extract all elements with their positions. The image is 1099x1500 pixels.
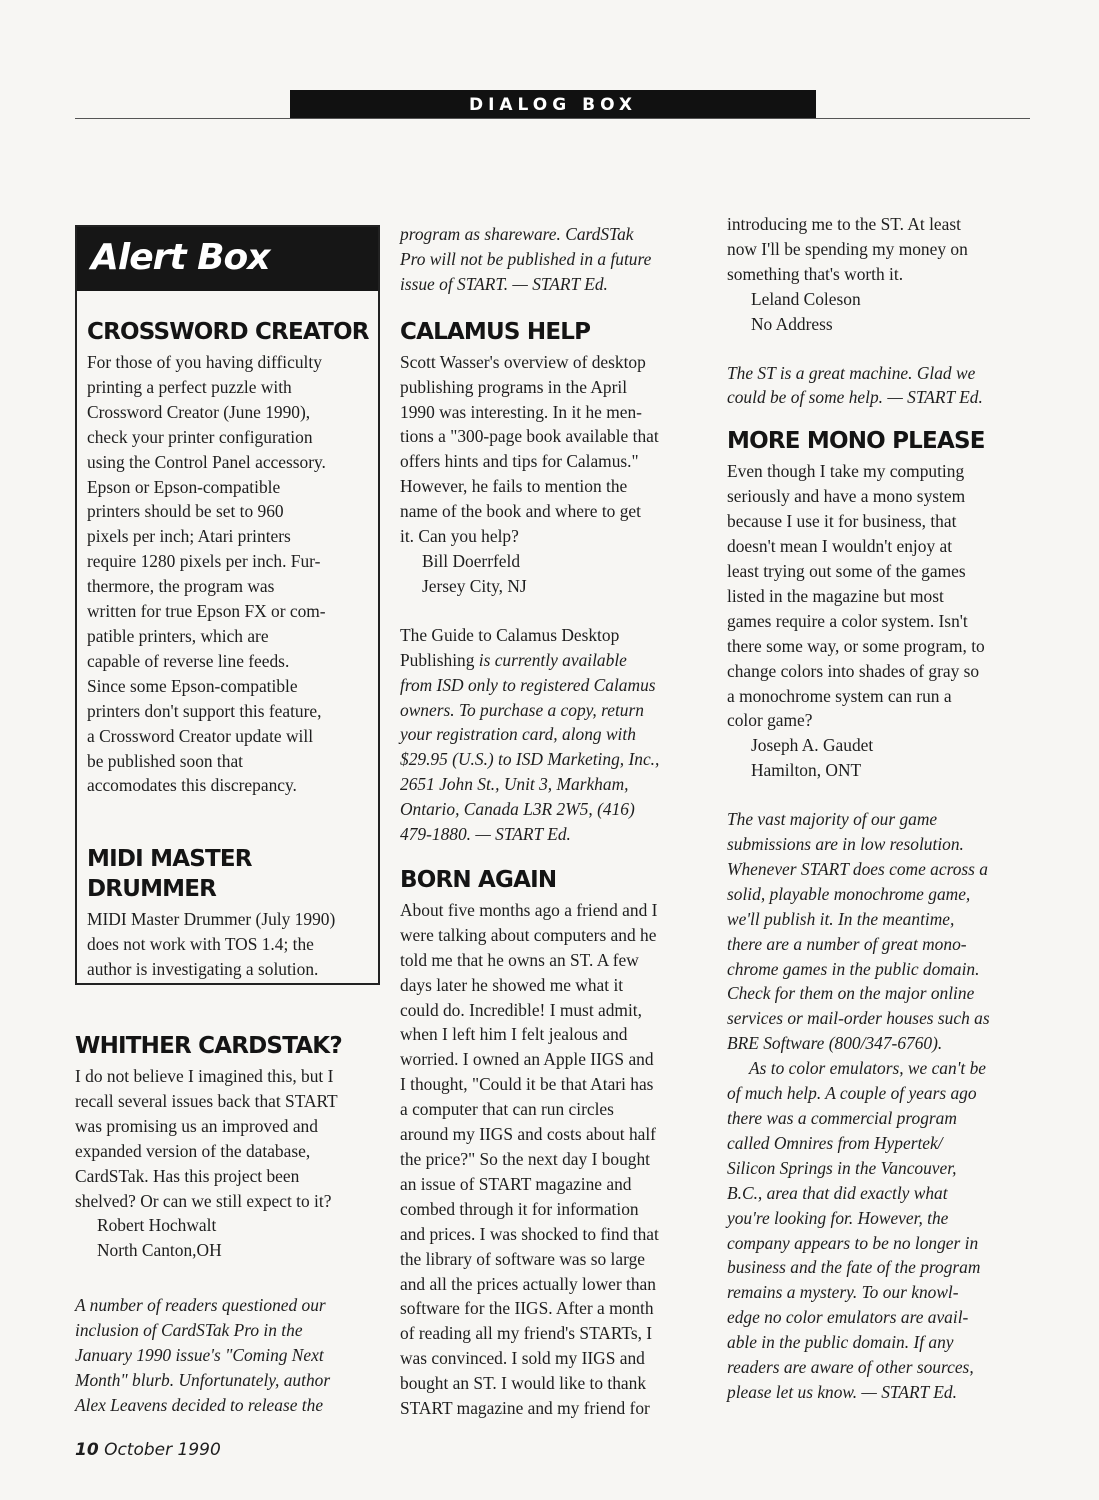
text-line: Whenever START does come across a [727,858,988,879]
text-line: around my IIGS and costs about half [400,1124,656,1145]
text-line: the library of software was so large [400,1248,645,1269]
text-line: The ST is a great machine. Glad we [727,362,976,383]
text-line: when I left him I felt jealous and [400,1024,628,1045]
text-line: software for the IIGS. After a month [400,1298,654,1319]
text-line: START magazine and my friend for [400,1398,650,1419]
alert-box-title: Alert Box [77,227,378,291]
text-line: a Crossword Creator update will [87,725,314,746]
text-line: there some way, or some program, to [727,635,985,656]
text-line: MIDI Master Drummer (July 1990) [87,909,336,930]
alert-box [75,225,380,985]
text-line: does not work with TOS 1.4; the [87,934,314,955]
signature-location: North Canton,OH [97,1240,222,1261]
text-line: name of the book and where to get [400,501,641,522]
alert-box-content [77,291,377,982]
text-line: Crossword Creator (June 1990), [87,401,311,422]
text-line: from ISD only to registered Calamus [400,674,656,695]
text-line: Month" blurb. Unfortunately, author [75,1369,331,1390]
text-line: tions a "300-page book available that [400,426,659,447]
text-line: a computer that can run circles [400,1099,614,1120]
calamus-letter [400,350,710,599]
text-line: The Guide to Calamus Desktop [400,624,620,645]
text-line: games require a color system. Isn't [727,610,968,631]
text-line: BRE Software (800/347-6760). [727,1033,943,1054]
text-line: I do not believe I imagined this, but I [75,1066,334,1086]
text-line: listed in the magazine but most [727,585,944,606]
text-line: were talking about computers and he [400,924,657,945]
text-line: check your printer configuration [87,426,313,447]
text-line: because I use it for business, that [727,511,957,532]
text-line: printers don't support this feature, [87,700,322,721]
text-line: of reading all my friend's STARTs, I [400,1323,653,1344]
text-line: solid, playable monochrome game, [727,883,971,904]
text-line: $29.95 (U.S.) to ISD Marketing, Inc., [400,749,660,770]
text-line: called Omnires from Hypertek/ [727,1132,943,1153]
born-again-letter [400,898,710,1421]
text-line: program as shareware. CardSTak [400,224,634,244]
text-line: bought an ST. I would like to thank [400,1373,647,1394]
text-line: could be of some help. — START Ed. [727,387,983,408]
text-line: Silicon Springs in the Vancouver, [727,1157,957,1178]
text-line: please let us know. — START Ed. [727,1381,957,1402]
text-line: Alex Leavens decided to release the [75,1394,324,1415]
text-line: offers hints and tips for Calamus." [400,451,639,472]
text-line: printers should be set to 960 [87,501,284,522]
text-line: However, he fails to mention the [400,476,628,497]
calamus-editor-reply [400,623,710,847]
text-line: an issue of START magazine and [400,1173,632,1194]
text-line: For those of you having difficulty [87,352,322,372]
crossword-heading: CROSSWORD CREATOR [87,319,369,345]
text-line: company appears to be no longer in [727,1232,979,1253]
text-line: remains a mystery. To our knowl- [727,1282,959,1303]
text-line: was promising us an improved and [75,1115,318,1136]
text-line: As to color emulators, we can't be [749,1058,987,1079]
text-line: Since some Epson-compatible [87,675,298,696]
text-line: Scott Wasser's overview of desktop [400,351,646,372]
cardstak-heading: WHITHER CARDSTAK? [75,1033,342,1059]
header-rule [75,118,1030,119]
cardstak-letter [75,1064,380,1263]
text-line: now I'll be spending my money on [727,238,968,259]
text-line: readers are aware of other sources, [727,1357,974,1378]
text-line: Even though I take my computing [727,461,965,482]
text-line: owners. To purchase a copy, return [400,699,644,720]
born-again-editor-reply [727,361,1039,411]
cardstak-reply-continued [400,222,710,297]
born-again-heading: BORN AGAIN [400,866,557,893]
text-line: services or mail-order houses such as [727,1008,990,1029]
text-line: January 1990 issue's "Coming Next [75,1345,324,1366]
text-line: patible printers, which are [87,625,269,646]
reply-roman-fragment: Publishing [400,649,479,670]
text-line: recall several issues back that START [75,1090,338,1111]
signature-name: Joseph A. Gaudet [751,735,874,756]
text-line: Check for them on the major online [727,983,975,1004]
page-number: 10 [75,1440,99,1460]
text-line: A number of readers questioned our [75,1295,326,1316]
text-line: printing a perfect puzzle with [87,376,292,397]
text-line: capable of reverse line feeds. [87,650,290,671]
text-line: it. Can you help? [400,526,519,547]
text-line: shelved? Or can we still expect to it? [75,1190,332,1211]
text-line: CardSTak. Has this project been [75,1165,300,1186]
text-line: I thought, "Could it be that Atari has [400,1074,654,1095]
text-line: inclusion of CardSTak Pro in the [75,1320,303,1341]
text-line [400,648,710,673]
text-line: you're looking for. However, the [727,1207,949,1228]
text-line: using the Control Panel accessory. [87,451,326,472]
text-line: edge no color emulators are avail- [727,1307,969,1328]
text-line: chrome games in the public domain. [727,958,980,979]
text-line: something that's worth it. [727,263,904,284]
text-line: was convinced. I sold my IIGS and [400,1348,645,1369]
text-line: we'll publish it. In the meantime, [727,908,955,929]
text-line: Pro will not be published in a future [400,248,652,269]
mono-letter [727,459,1039,783]
text-line: color game? [727,710,813,731]
text-line: B.C., area that did exactly what [727,1182,948,1203]
text-line: pixels per inch; Atari printers [87,526,291,547]
column-2 [400,222,710,1421]
text-line: require 1280 pixels per inch. Fur- [87,551,321,572]
reply-italic-fragment: is currently available [478,649,627,670]
signature-location: Hamilton, ONT [751,760,862,781]
text-line: able in the public domain. If any [727,1332,954,1353]
text-line: and all the prices actually lower than [400,1273,656,1294]
text-line: publishing programs in the April [400,376,628,397]
mono-heading: MORE MONO PLEASE [727,428,985,455]
column-3 [727,212,1039,1405]
text-line: thermore, the program was [87,576,275,597]
text-line: of much help. A couple of years ago [727,1083,977,1104]
text-line: could do. Incredible! I must admit, [400,999,642,1020]
text-line: The vast majority of our game [727,809,938,830]
text-line: days later he showed me what it [400,974,624,995]
signature-location: Jersey City, NJ [422,575,527,596]
midi-body [87,907,377,982]
text-line: your registration card, along with [400,724,636,745]
signature-name: Robert Hochwalt [97,1215,217,1236]
text-line: written for true Epson FX or com- [87,601,326,622]
text-line: expanded version of the database, [75,1140,311,1161]
text-line: submissions are in low resolution. [727,834,964,855]
text-line: change colors into shades of gray so [727,660,980,681]
section-header-bar [290,90,816,118]
text-line: 1990 was interesting. In it he men- [400,401,642,422]
text-line: introducing me to the ST. At least [727,214,961,234]
text-line: About five months ago a friend and I [400,899,658,920]
signature-name: Bill Doerrfeld [422,550,521,571]
text-line: author is investigating a solution. [87,959,319,980]
text-line: least trying out some of the games [727,560,966,581]
page-footer [75,1440,221,1460]
text-line: combed through it for information [400,1198,639,1219]
text-line: a monochrome system can run a [727,685,952,706]
text-line: seriously and have a mono system [727,486,966,507]
text-line: the price?" So the next day I bought [400,1149,651,1169]
text-line: issue of START. — START Ed. [400,273,608,294]
text-line: told me that he owns an ST. A few [400,949,639,970]
crossword-body [87,350,377,798]
text-line: 479-1880. — START Ed. [400,824,571,845]
section-header-text: DIALOG BOX [468,95,638,115]
text-line: worried. I owned an Apple IIGS and [400,1049,654,1070]
column-1 [75,225,380,1418]
text-line: be published soon that [87,750,244,771]
signature-name: Leland Coleson [751,288,861,309]
text-line: and prices. I was shocked to find that [400,1223,659,1244]
text-line: accomodates this discrepancy. [87,775,297,796]
text-line: there was a commercial program [727,1108,957,1128]
text-line: Epson or Epson-compatible [87,476,281,497]
issue-date: October 1990 [104,1440,221,1460]
born-again-continued [727,212,1039,337]
text-line: 2651 John St., Unit 3, Markham, [400,774,629,795]
mono-editor-reply [727,807,1039,1405]
text-line: business and the fate of the program [727,1257,981,1278]
calamus-heading: CALAMUS HELP [400,318,591,345]
text-line: Ontario, Canada L3R 2W5, (416) [400,799,635,820]
text-line: there are a number of great mono- [727,933,967,954]
text-line: doesn't mean I wouldn't enjoy at [727,536,953,557]
cardstak-editor-reply [75,1293,380,1418]
midi-heading: MIDI MASTER DRUMMER [87,846,252,903]
signature-location: No Address [751,313,833,334]
